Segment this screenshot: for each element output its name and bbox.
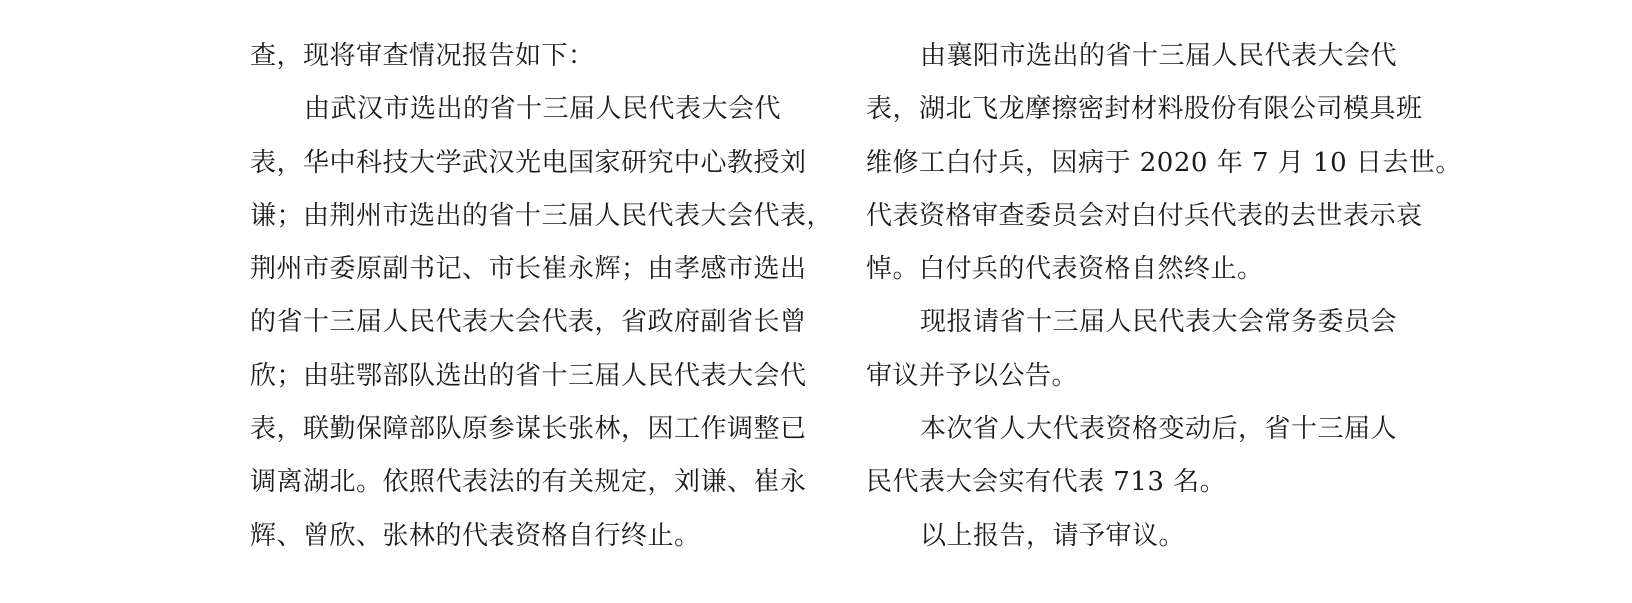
- paragraph-line: 悼。白付兵的代表资格自然终止。: [866, 254, 1264, 285]
- paragraph-line: 代表资格审查委员会对白付兵代表的去世表示哀: [866, 200, 1423, 231]
- paragraph-line: 表，华中科技大学武汉光电国家研究中心教授刘: [250, 147, 807, 178]
- paragraph-line: 本次省人大代表资格变动后，省十三届人: [920, 414, 1398, 445]
- paragraph-line: 荆州市委原副书记、市长崔永辉；由孝感市选出: [250, 254, 807, 285]
- paragraph-line: 欣；由驻鄂部队选出的省十三届人民代表大会代: [250, 360, 807, 391]
- paragraph-line: 以上报告，请予审议。: [920, 520, 1186, 551]
- paragraph-line: 审议并予以公告。: [866, 360, 1079, 391]
- paragraph-line: 维修工白付兵，因病于 2020 年 7 月 10 日去世。: [866, 147, 1462, 178]
- paragraph-line: 民代表大会实有代表 713 名。: [866, 467, 1227, 498]
- paragraph-line: 调离湖北。依照代表法的有关规定，刘谦、崔永: [250, 467, 807, 498]
- paragraph-line: 由襄阳市选出的省十三届人民代表大会代: [920, 41, 1398, 71]
- paragraph-line: 的省十三届人民代表大会代表，省政府副省长曾: [250, 307, 807, 338]
- paragraph-line: 表，联勤保障部队原参谋长张林，因工作调整已: [250, 414, 807, 445]
- right-column: [866, 30, 1462, 563]
- paragraph-line: 谦；由荆州市选出的省十三届人民代表大会代表，: [250, 200, 834, 231]
- paragraph-line: 辉、曾欣、张林的代表资格自行终止。: [250, 520, 701, 551]
- paragraph-line: 由武汉市选出的省十三届人民代表大会代: [304, 94, 782, 125]
- paragraph-line: 现报请省十三届人民代表大会常务委员会: [920, 307, 1398, 338]
- paragraph-line: 表，湖北飞龙摩擦密封材料股份有限公司模具班: [866, 94, 1423, 125]
- paragraph-line: 查，现将审查情况报告如下：: [250, 41, 595, 71]
- left-column: [250, 30, 834, 563]
